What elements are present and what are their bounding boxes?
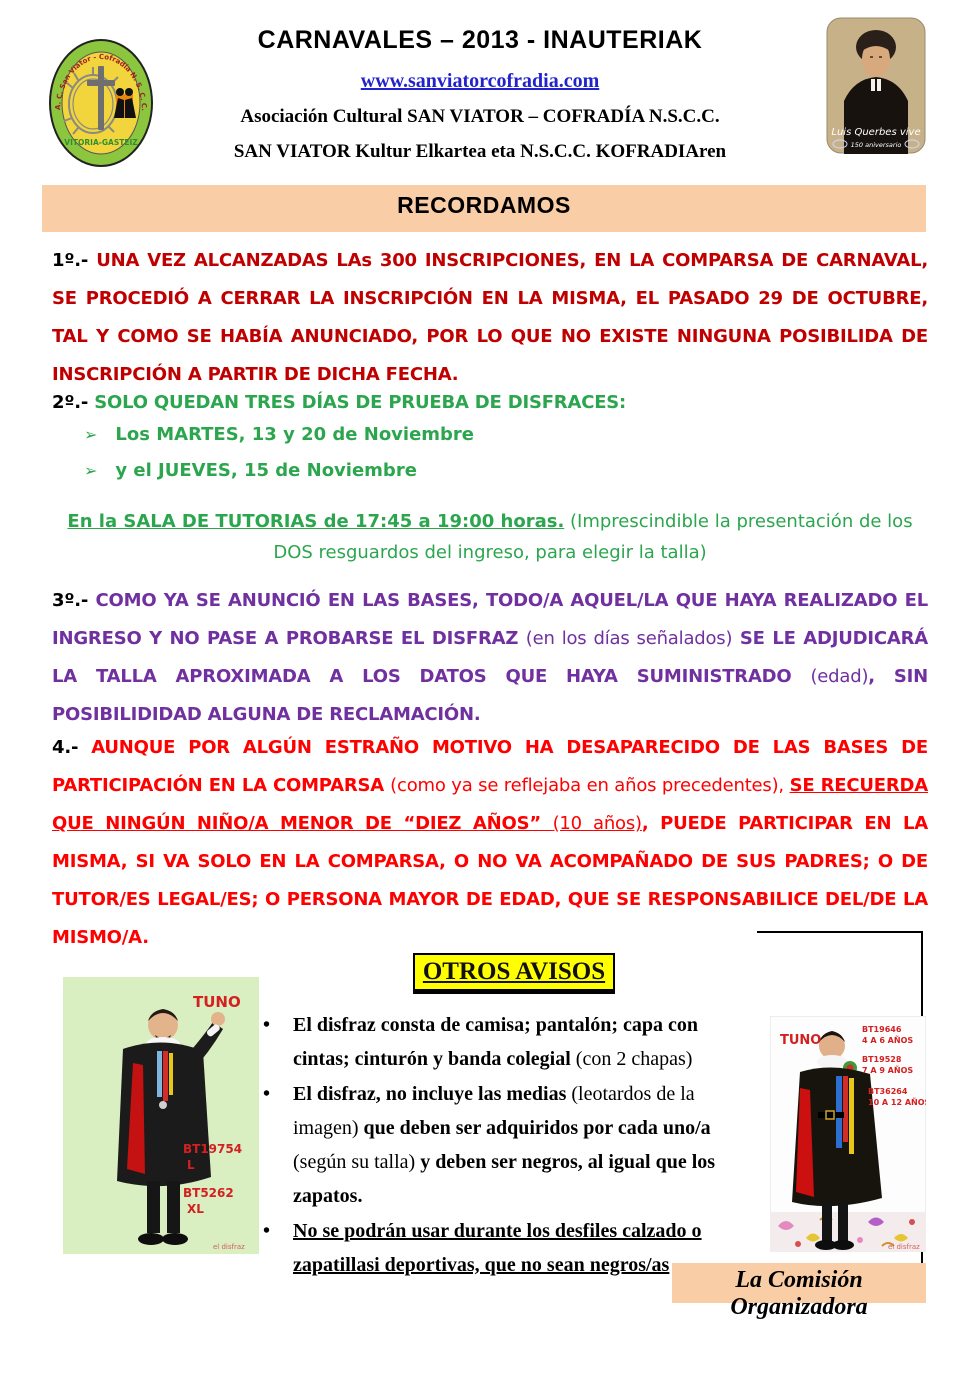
dot-bullet-icon: • [263,1220,271,1242]
section-3-note-2: (edad) [810,666,869,687]
bullet-2-text: y el JUEVES, 15 de Noviembre [115,460,417,481]
logo-ring-text: A. C. San Viator - Cofradía N. S. C. C. [53,52,149,112]
bullet-1-text: Los MARTES, 13 y 20 de Noviembre [115,424,475,445]
section-2-heading [52,384,928,422]
aviso-2-bold-2: que deben ser adquiridos por cada uno/a [363,1117,711,1139]
otros-avisos-title-box [413,953,615,994]
querbes-portrait [826,17,926,154]
tuno-adult-code-1: BT19754 [183,1142,243,1156]
tuno-adult-size-1: L [187,1158,195,1172]
tuno-child-ages-1: 4 A 6 AÑOS [862,1036,914,1045]
list-item [84,424,784,460]
list-item [263,1077,753,1213]
signature-text: La Comisión Organizadora [730,1267,868,1320]
section-4-part-1: AUNQUE POR ALGÚN ESTRAÑO MOTIVO HA DESAPARECIDO DE LAS BASES DE PARTICIPACIÓN EN LA COMPARSA [52,737,928,796]
arrow-bullet-icon: ➢ [84,425,98,444]
section-4-part-2: , PUEDE PARTICIPAR EN LA MISMA, SI VA SOLO EN LA COMPARSA, O NO VA ACOMPAÑADO DE SUS PADRES; O DE TUTOR/ES LEGAL/ES; O PERSONA MAYOR DE EDAD, QUE SE RESPONSABILICE DEL/DE LA MISMO/A. [52,813,928,948]
section-4-underlined-note: (10 años) [552,813,642,834]
recordamos-banner [42,185,926,232]
aviso-1-regular: (con 2 chapas) [575,1048,693,1070]
section-3-part-3: , SIN POSIBILIDIDAD ALGUNA DE RECLAMACIÓN. [52,666,928,725]
section-2-number: 2º.- [52,392,95,413]
tuno-child-code-2: BT19528 [862,1055,902,1064]
tuno-child-code-1: BT19646 [862,1025,902,1034]
aviso-2-bold-1: El disfraz, no incluye las medias [293,1083,572,1105]
header [180,26,780,163]
portrait-image [826,17,926,154]
section-3-part-2: SE LE ADJUDICARÁ LA TALLA APROXIMADA A LOS DATOS QUE HAYA SUMINISTRADO [52,628,928,687]
tuno-child-code-3: BT36264 [868,1087,908,1096]
section-3-number: 3º.- [52,590,96,611]
logo-bottom-text: VITORIA-GASTEIZ [64,138,138,147]
aviso-1-bold: El disfraz consta de camisa; pantalón; capa con cintas; cinturón y banda colegial [293,1014,698,1070]
aviso-3-underlined: No se podrán usar durante los desfiles calzado o zapatillasi deportivas, que no sean negros/as [293,1220,702,1276]
association-logo [48,38,154,168]
avisos-list [263,1008,753,1283]
dot-bullet-icon: • [263,1083,271,1105]
section-4-number: 4.- [52,737,92,758]
aviso-2-bold-3: y deben ser negros, al igual que los zapatos. [293,1151,716,1207]
section-3 [52,582,928,734]
section-1-number: 1º.- [52,250,97,271]
tuno-adult-size-2: XL [187,1202,204,1216]
org-line-2: SAN VIATOR Kultur Elkartea eta N.S.C.C. KOFRADIAren [233,141,727,162]
section-1 [52,242,928,394]
tuno-child-ages-2: 7 A 9 AÑOS [862,1066,914,1075]
bracket-line-horizontal [757,931,923,933]
tuno-adult-photo [63,977,259,1254]
aviso-2-regular-1: (leotardos de la imagen) [293,1083,695,1139]
aviso-2-regular-2: (según su talla) [293,1151,421,1173]
sala-note-1: (Imprescindible la presentación de los [564,511,913,532]
sala-bold-text: En la SALA DE TUTORIAS de 17:45 a 19:00 horas. [67,511,565,532]
list-item [263,1008,753,1076]
tuno-child-label: TUNO [780,1033,822,1048]
sala-note-2: DOS resguardos del ingreso, para elegir la talla) [273,542,707,563]
tuno-adult-watermark: el disfraz [213,1243,245,1251]
section-3-part-1: COMO YA SE ANUNCIÓ EN LAS BASES, TODO/A AQUEL/LA QUE HAYA REALIZADO EL INGRESO Y NO PASE A PROBARSE EL DISFRAZ [52,590,928,649]
tuno-child-image [770,1016,926,1252]
otros-avisos-title: OTROS AVISOS [422,958,606,985]
section-4-underlined-text: SE RECUERDA QUE NINGÚN NIÑO/A MENOR DE “DIEZ AÑOS” [52,775,929,834]
tuno-child-watermark: el disfraz [888,1243,920,1251]
org-line-1: Asociación Cultural SAN VIATOR – COFRADÍA N.S.C.C. [240,106,720,127]
tuno-child-ages-3: 10 A 12 AÑOS [868,1098,926,1107]
section-1-text: UNA VEZ ALCANZADAS LAs 300 INSCRIPCIONES, EN LA COMPARSA DE CARNAVAL, SE PROCEDIÓ A CERRAR LA INSCRIPCIÓN EN LA MISMA, EL PASADO 29 DE OCTUBRE, TAL Y COMO SE HABÍA ANUNCIADO, POR LO QUE NO EXISTE NINGUNA POSIBILIDA DE INSCRIPCIÓN A PARTIR DE DICHA FECHA. [52,250,928,385]
sala-tutorias-note [52,506,928,568]
section-2-heading-text: SOLO QUEDAN TRES DÍAS DE PRUEBA DE DISFRACES: [94,392,627,413]
tuno-adult-image [63,977,259,1254]
list-item [84,460,784,496]
section-4 [52,729,928,957]
section-3-note-1: (en los días señalados) [525,628,733,649]
portrait-caption: Luis Querbes vive [831,127,921,138]
section-2-bullet-list [84,424,784,496]
tuno-adult-code-2: BT5262 [183,1186,234,1200]
tuno-adult-label: TUNO [193,993,241,1011]
arrow-bullet-icon: ➢ [84,461,98,480]
portrait-subcaption: 150 aniversario [850,141,902,149]
signature-strip [672,1263,926,1320]
banner-label: RECORDAMOS [397,192,571,218]
dot-bullet-icon: • [263,1014,271,1036]
section-4-note-1: (como ya se reflejaba en años precedentes), [390,775,790,796]
logo-emblem-icon [48,38,154,168]
tuno-child-photo [770,1016,926,1252]
page-title: CARNAVALES – 2013 - INAUTERIAK [257,26,703,54]
website-link[interactable]: www.sanviatorcofradia.com [360,70,600,92]
